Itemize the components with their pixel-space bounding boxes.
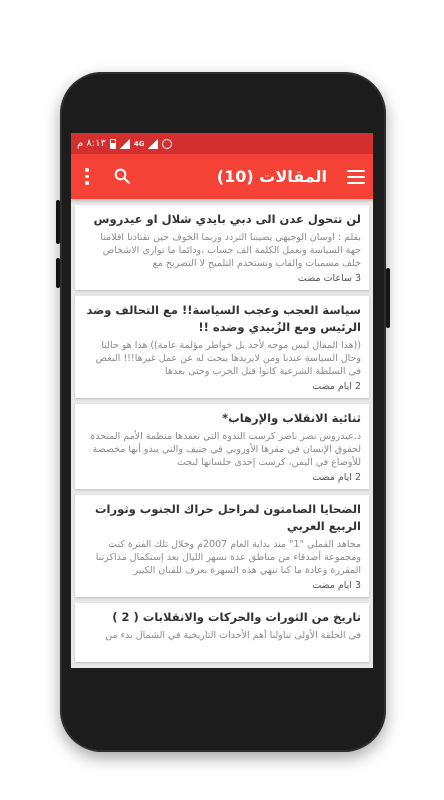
article-title: سياسة العجب وعجب السياسة!! مع التحالف وضد الرئيس ومع الزُبيدي وضده !!: [86, 303, 361, 334]
phone-side-button-left: [56, 200, 60, 244]
menu-icon[interactable]: [347, 170, 365, 184]
battery-icon: [110, 139, 116, 149]
phone-side-button-left-2: [56, 258, 60, 288]
status-bar: [71, 133, 373, 154]
article-time: 2 ايام مضت: [312, 381, 361, 392]
article-time: 2 ايام مضت: [312, 472, 361, 483]
article-excerpt: في الحلقة الأولى تناولنا أهم الأحداث التاريخية في الشمال بدء من: [105, 630, 361, 641]
article-excerpt: مجاهد القملي "1" منذ بداية العام 2007م وخلال تلك الفترة كنت ومجموعة أصدقاء من مناطق عدة نسهر الليال بعد إستكمال مذاكرتنا المقررة وعادة ما كنا ننهي هذه السهرة بعزف للفنان الكبير: [95, 539, 361, 576]
article-title: تاريخ من الثورات والحركات والانقلابات ( 2 ): [112, 610, 361, 624]
page-title: المقالات (10): [216, 167, 327, 186]
article-title: ثنائية الانقلاب والإرهاب*: [222, 411, 361, 425]
article-card[interactable]: [75, 404, 369, 489]
article-title: لن تتحول عدن الى دبي بايدي شلال او عيدروس: [93, 212, 361, 226]
article-excerpt: بقلم : اوسان الوجيهي يصيبنا التردد وربما الخوف حين تقتادنا اقلامنا جهة السياسة ونعمل الكلمة الف حساب ،ودائما ما نواري الاشخاص خلف مسميات والقاب ونستخدم التلميح لا التصريح مع: [100, 232, 361, 269]
signal-strength-icon: [148, 139, 158, 149]
article-card[interactable]: [75, 205, 369, 290]
phone-side-button-right: [386, 268, 390, 328]
search-icon[interactable]: [113, 167, 133, 187]
app-screen: [71, 133, 373, 668]
article-excerpt: د.عيدروس نصر ناصر كرست الندوة التي تعقدها منظمة الأمم المتحدة لحقوق الإنسان في مقرها الأوروبي في جنيف والتي يبدو أنها مخصصة للأوضاع في اليمن، كرست إحدى جلساتها لبحث: [90, 431, 361, 468]
article-time: 3 ساعات مضت: [297, 273, 361, 284]
signal-icon: [120, 139, 130, 149]
app-bar: [71, 154, 373, 199]
articles-list[interactable]: [71, 199, 373, 668]
article-time: 3 ايام مضت: [312, 580, 361, 591]
alarm-icon: [162, 139, 172, 149]
status-left-group: [77, 138, 172, 149]
article-card[interactable]: [75, 495, 369, 597]
status-time: ٨:١٣ م: [77, 138, 106, 149]
article-card[interactable]: [75, 296, 369, 398]
article-card[interactable]: [75, 603, 369, 662]
article-title: الضحايا الصامتون لمراحل حراك الجنوب وثورات الربيع العربي: [94, 502, 361, 533]
article-excerpt: ((هذا المقال ليس موجه لأحد بل خواطر مؤلمة عامة)) هذا هو حالنا وحال السياسة عندنا ومن لايريدها يبحث له عن عمل غيرها!!! البعض في السلطة الشرعية كانوا قبل الحرب وحتى بعدها: [95, 340, 361, 377]
overflow-menu-icon[interactable]: [79, 165, 95, 189]
network-type-label: 4G: [133, 139, 145, 148]
